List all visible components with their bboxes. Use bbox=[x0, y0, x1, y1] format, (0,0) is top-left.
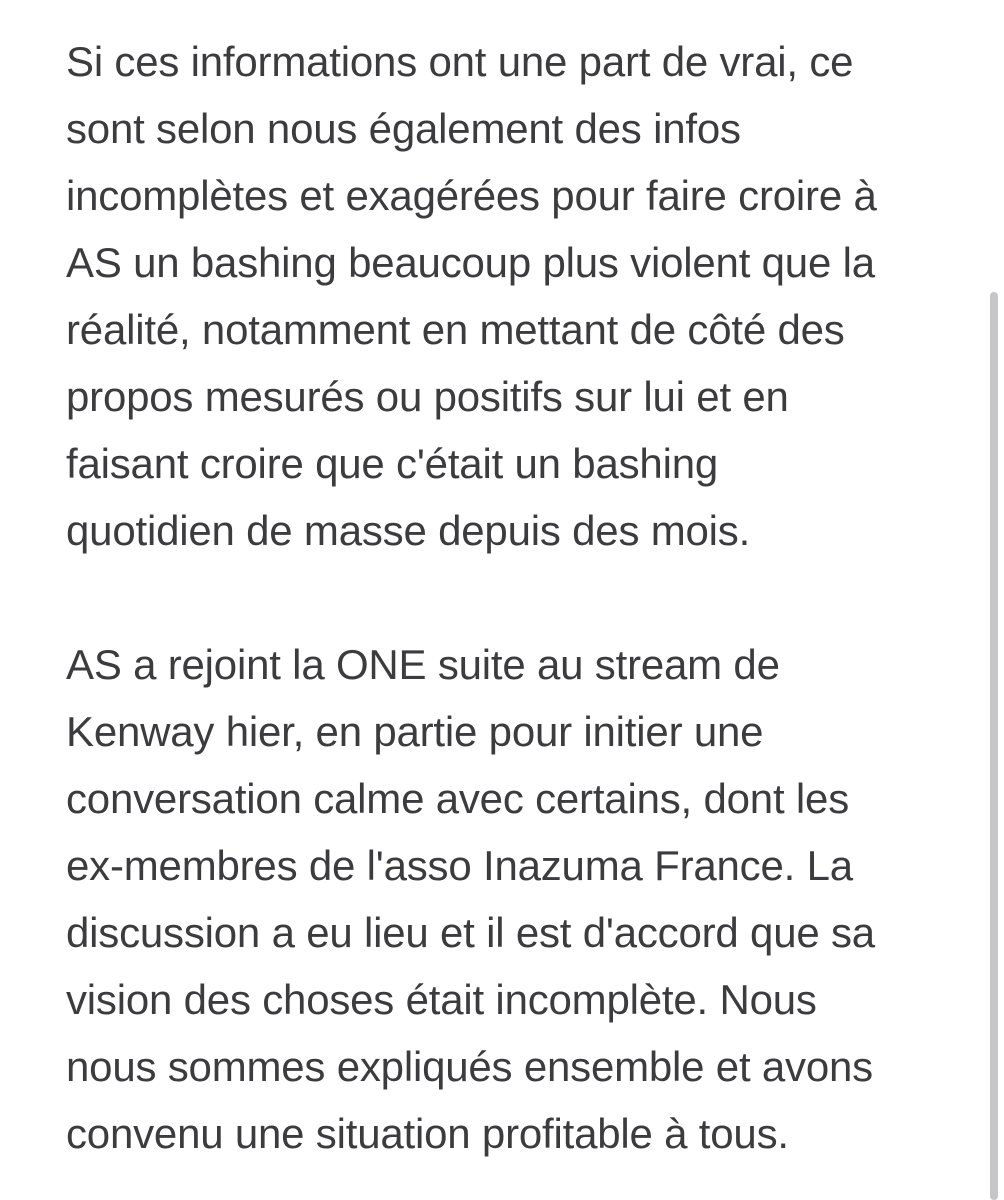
text-line: convenu une situation profitable à tous. bbox=[66, 1110, 789, 1157]
text-line: vision des choses était incomplète. Nous bbox=[66, 976, 817, 1023]
text-line: conversation calme avec certains, dont les bbox=[66, 775, 849, 822]
text-line: incomplètes et exagérées pour faire croire à bbox=[66, 172, 877, 219]
paragraph-1 bbox=[66, 28, 966, 564]
text-line: quotidien de masse depuis des mois. bbox=[66, 507, 751, 554]
scrollbar-thumb[interactable] bbox=[990, 292, 998, 1200]
text-line: Kenway hier, en partie pour initier une bbox=[66, 708, 764, 755]
text-line: sont selon nous également des infos bbox=[66, 105, 741, 152]
paragraph-2 bbox=[66, 631, 966, 1167]
text-line: Si ces informations ont une part de vrai, ce bbox=[66, 38, 854, 85]
text-line: nous sommes expliqués ensemble et avons bbox=[66, 1043, 873, 1090]
vertical-scrollbar[interactable] bbox=[990, 292, 998, 1200]
paragraph-spacer bbox=[66, 564, 966, 631]
text-line: AS a rejoint la ONE suite au stream de bbox=[66, 641, 780, 688]
text-line: réalité, notamment en mettant de côté des bbox=[66, 306, 845, 353]
text-line: ex-membres de l'asso Inazuma France. La bbox=[66, 842, 853, 889]
document-body bbox=[66, 28, 966, 1167]
text-line: faisant croire que c'était un bashing bbox=[66, 440, 719, 487]
text-line: AS un bashing beaucoup plus violent que la bbox=[66, 239, 875, 286]
text-line: propos mesurés ou positifs sur lui et en bbox=[66, 373, 789, 420]
text-line: discussion a eu lieu et il est d'accord que sa bbox=[66, 909, 875, 956]
